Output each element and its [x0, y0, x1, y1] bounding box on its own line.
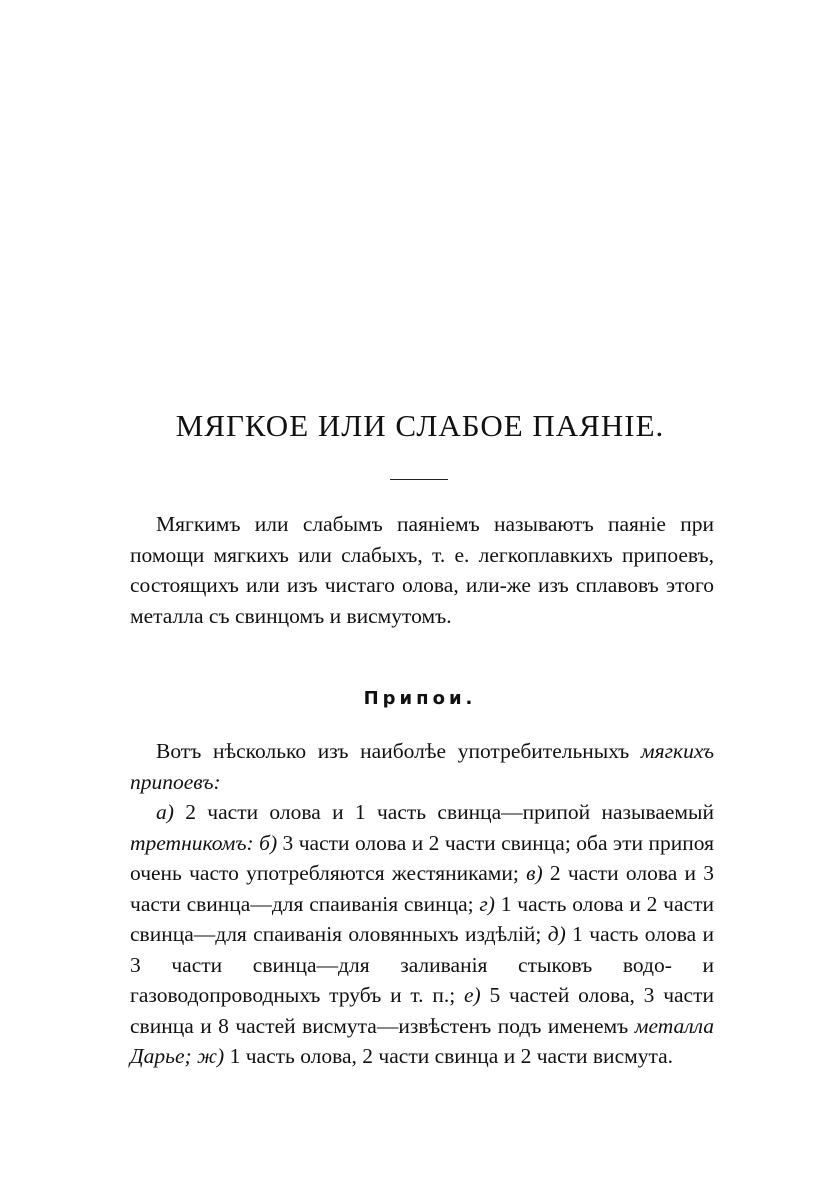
- item-text: 2 части олова и 3 части свинца—для спаиванія свинца;: [130, 861, 715, 916]
- solders-lead-text: Вотъ нѣсколько изъ наиболѣе употребительныхъ: [156, 739, 641, 763]
- item-text: 5 частей олова, 3 части свинца и 8 частей висмута—извѣстенъ подъ именемъ: [130, 983, 714, 1038]
- item-text: 1 часть олова и 3 части свинца—для заливанія стыковъ водо- и газоводопроводныхъ трубъ и т. п.;: [130, 922, 714, 1007]
- item-label: д): [541, 922, 566, 946]
- item-label: е): [455, 983, 481, 1007]
- intro-text: Мягкимъ или слабымъ паяніемъ называютъ паяніе при помощи мягкихъ или слабыхъ, т. е. легкоплавкихъ припоевъ, состоящихъ или изъ чистаго олова, или-же изъ сплавовъ этого металла съ свинцомъ и висмутомъ.: [130, 512, 714, 628]
- solders-list-paragraph: [130, 797, 714, 1072]
- item-text: 2 части олова и 1 часть свинца—припой называемый: [173, 800, 714, 824]
- chapter-title: МЯГКОЕ ИЛИ СЛАБОЕ ПАЯНІЕ.: [175, 408, 665, 443]
- item-label: а): [156, 800, 174, 824]
- solder-name: третникомъ:: [130, 830, 254, 855]
- item-label: в): [518, 861, 543, 885]
- item-text: 1 часть олова, 2 части свинца и 2 части висмута.: [224, 1044, 674, 1068]
- intro-paragraph: [130, 509, 714, 631]
- solders-intro-paragraph: [130, 736, 714, 797]
- solders-lead-italic: мягкихъ припоевъ:: [130, 739, 714, 794]
- item-label: ж): [191, 1044, 225, 1068]
- solders-body: [130, 736, 714, 1072]
- item-label: г): [473, 891, 495, 916]
- item-text: 1 часть олова и 2 части свинца—для спаиванія оловянныхъ издѣлій;: [130, 891, 714, 946]
- item-text: 3 части олова и 2 части свинца; оба эти припоя очень часто употребляются жестяниками;: [130, 830, 714, 885]
- item-label: б): [253, 830, 278, 855]
- solder-name: металла Дарье;: [130, 1013, 714, 1068]
- section-heading: Припои.: [363, 688, 477, 709]
- title-divider: [390, 479, 448, 480]
